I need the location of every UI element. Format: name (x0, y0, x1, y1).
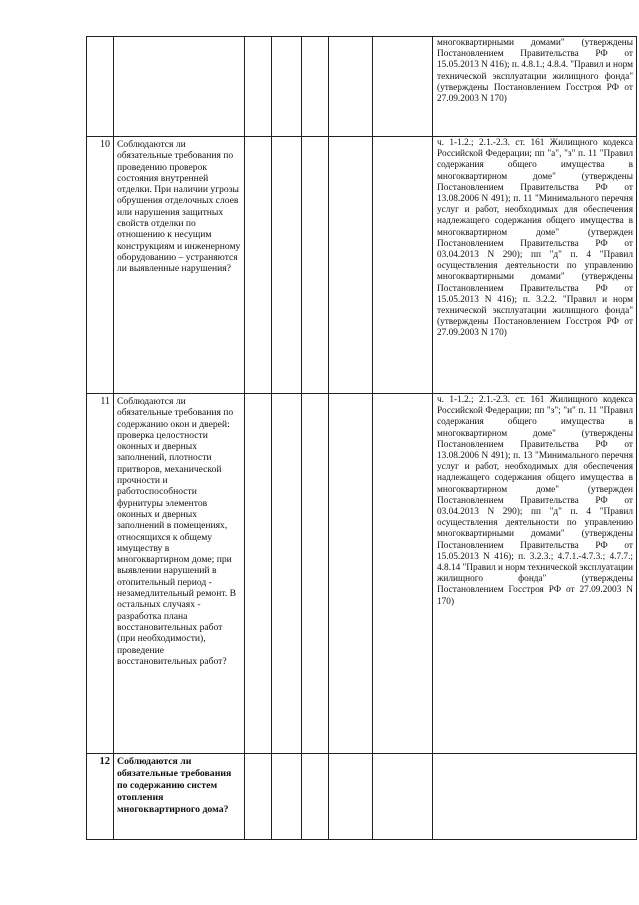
answer-cell (329, 754, 373, 840)
question-cell (114, 37, 245, 137)
answer-cell (245, 754, 272, 840)
answer-cell (373, 394, 433, 754)
row-number: 12 (87, 754, 114, 840)
answer-cell (373, 37, 433, 137)
table-row (87, 394, 637, 754)
answer-cell (272, 754, 302, 840)
answer-cell (302, 37, 329, 137)
table-row (87, 37, 637, 137)
answer-cell (302, 394, 329, 754)
legal-reference-cell: ч. 1-1.2.; 2.1.-2.3. ст. 161 Жилищного кодекса Российской Федерации; пп "а", "з" п. 11 "Правил содержания общего имущества в многоквартирном доме" (утверждены Постановлением Правительства РФ от 13.08.2006 N 491); п. 11 "Минимального перечня услуг и работ, необходимых для обеспечения надлежащего содержания общего имущества в многоквартирном доме" (утвержден Постановлением Правительства РФ от 03.04.2013 N 290); пп "д" п. 4 "Правил осуществления деятельности по управлению многоквартирными домами" (утверждены Постановлением Правительства РФ от 15.05.2013 N 416); п. 3.2.2. "Правил и норм технической эксплуатации жилищного фонда" (утверждены Постановлением Госстроя РФ от 27.09.2003 N 170) (433, 137, 637, 394)
answer-cell (329, 394, 373, 754)
question-cell: Соблюдаются ли обязательные требования по содержанию систем отопления многоквартирного дома? (114, 754, 245, 840)
answer-cell (302, 137, 329, 394)
row-number (87, 37, 114, 137)
checklist-table (86, 36, 637, 840)
table-row (87, 137, 637, 394)
row-number: 10 (87, 137, 114, 394)
answer-cell (272, 394, 302, 754)
table-row (87, 754, 637, 840)
row-number: 11 (87, 394, 114, 754)
question-cell: Соблюдаются ли обязательные требования по содержанию окон и дверей: проверка целостности оконных и дверных заполнений, плотности притворов, механической прочности и работоспособности фурнитуры элементов оконных и дверных заполнений в помещениях, относящихся к общему имуществу в многоквартирном доме; при выявлении нарушений в отопительный период - незамедлительный ремонт. В остальных случаях - разработка плана восстановительных работ (при необходимости), проведение восстановительных работ? (114, 394, 245, 754)
answer-cell (302, 754, 329, 840)
answer-cell (272, 137, 302, 394)
answer-cell (245, 37, 272, 137)
answer-cell (245, 137, 272, 394)
legal-reference-cell: многоквартирными домами" (утверждены Постановлением Правительства РФ от 15.05.2013 N 416); п. 4.8.1.; 4.8.4. "Правил и норм технической эксплуатации жилищного фонда" (утверждены Постановлением Госстроя РФ от 27.09.2003 N 170) (433, 37, 637, 137)
question-cell: Соблюдаются ли обязательные требования по проведению проверок состояния внутренней отделки. При наличии угрозы обрушения отделочных слоев или нарушения защитных свойств отделки по отношению к несущим конструкциям и инженерному оборудованию – устраняются ли выявленные нарушения? (114, 137, 245, 394)
legal-reference-cell: ч. 1-1.2.; 2.1.-2.3. ст. 161 Жилищного кодекса Российской Федерации; пп "з"; "и" п. 11 "Правил содержания общего имущества в многоквартирном доме" (утверждены Постановлением Правительства РФ от 13.08.2006 N 491); п. 13 "Минимального перечня услуг и работ, необходимых для обеспечения надлежащего содержания общего имущества в многоквартирном доме" (утвержден Постановлением Правительства РФ от 03.04.2013 N 290); пп "д" п. 4 "Правил осуществления деятельности по управлению многоквартирными домами" (утверждены Постановлением Правительства РФ от 15.05.2013 N 416); п. 3.2.3.; 4.7.1.-4.7.3.; 4.7.7.; 4.8.14 "Правил и норм технической эксплуатации жилищного фонда" (утверждены Постановлением Госстроя РФ от 27.09.2003 N 170) (433, 394, 637, 754)
answer-cell (329, 37, 373, 137)
legal-reference-cell (433, 754, 637, 840)
answer-cell (245, 394, 272, 754)
answer-cell (272, 37, 302, 137)
answer-cell (373, 754, 433, 840)
answer-cell (329, 137, 373, 394)
answer-cell (373, 137, 433, 394)
